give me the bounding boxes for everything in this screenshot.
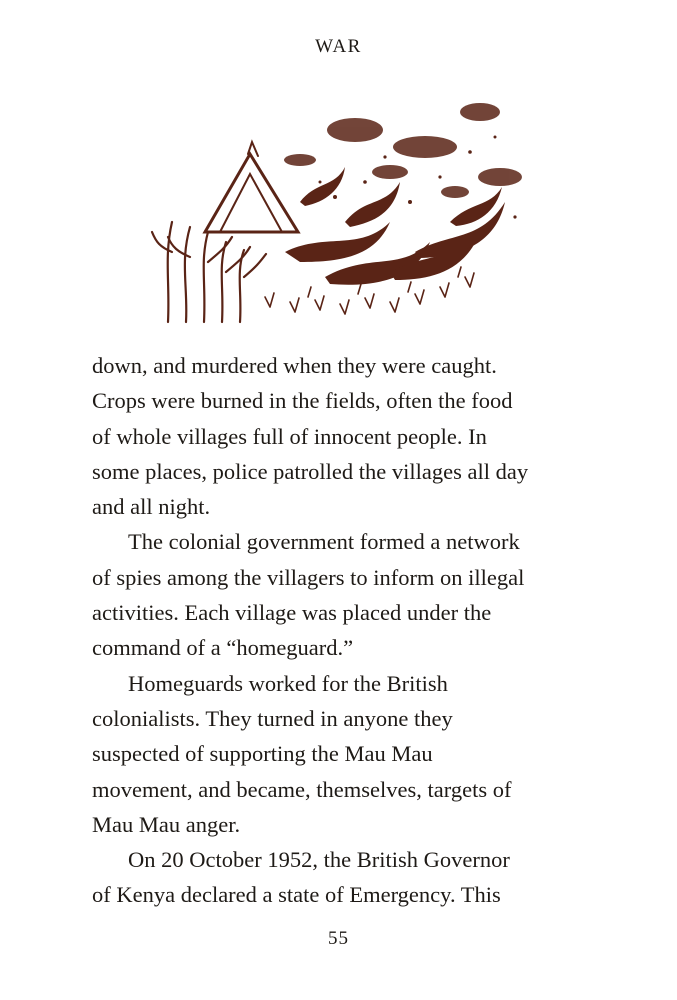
text-line: Homeguards worked for the British [128, 670, 448, 696]
text-line: some places, police patrolled the villages all day [92, 458, 529, 484]
text-line: colonialists. They turned in anyone they [92, 705, 453, 731]
text-line: command of a “homeguard.” [92, 635, 354, 661]
paragraph-3 [92, 666, 592, 842]
page-number: 55 [328, 928, 349, 949]
text-line: On 20 October 1952, the British Governor [128, 847, 510, 873]
text-line: Mau Mau anger. [92, 811, 241, 837]
text-line: Crops were burned in the fields, often the food [92, 388, 513, 414]
paragraph-2 [92, 524, 592, 665]
text-line: of spies among the villagers to inform on illegal [92, 564, 525, 590]
text-line: and all night. [92, 494, 211, 520]
text-line: movement, and became, themselves, targets of [92, 776, 512, 802]
text-line: of whole villages full of innocent people. In [92, 423, 487, 449]
burning-village-illustration [150, 82, 530, 332]
paragraph-1 [92, 348, 592, 524]
text-line: of Kenya declared a state of Emergency. This [92, 882, 501, 908]
body-text [92, 348, 592, 913]
text-line: The colonial government formed a network [128, 529, 520, 555]
text-line: suspected of supporting the Mau Mau [92, 741, 433, 767]
running-head: WAR [315, 36, 362, 57]
paragraph-4 [92, 842, 592, 913]
text-line: activities. Each village was placed under the [92, 600, 492, 626]
text-line: down, and murdered when they were caught. [92, 353, 497, 378]
